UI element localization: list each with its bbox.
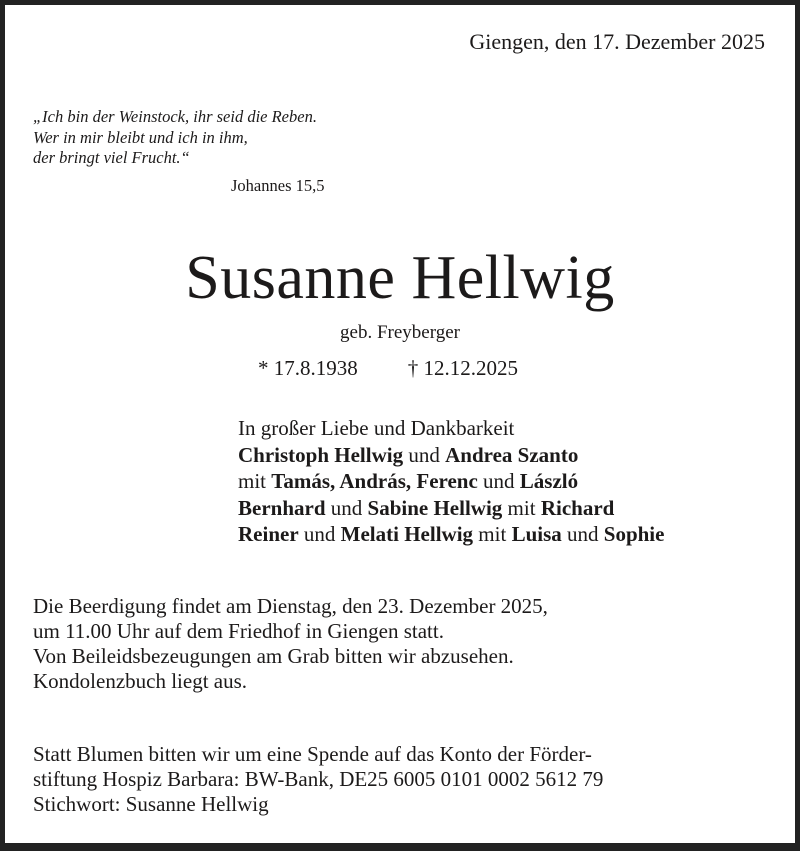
mourner-name: Bernhard <box>238 495 326 520</box>
donation-info <box>33 742 603 817</box>
family-line <box>238 468 664 495</box>
connector-text: mit <box>502 495 541 520</box>
mourner-name: Andrea Szanto <box>445 442 579 467</box>
family-line <box>238 521 664 548</box>
family-line <box>238 442 664 469</box>
mourner-name: Reiner <box>238 522 299 546</box>
mourner-name: Luisa <box>511 522 562 546</box>
donation-line: Stichwort: Susanne Hellwig <box>33 792 269 816</box>
connector-text: mit <box>238 469 272 493</box>
mourner-name: László <box>519 469 579 493</box>
connector-text: und <box>403 442 446 467</box>
quote-line: der bringt viel Frucht.“ <box>33 148 190 167</box>
funeral-line: Die Beerdigung findet am Dienstag, den 23. Dezember 2025, <box>33 594 548 618</box>
quote-line: „Ich bin der Weinstock, ihr seid die Reben. <box>33 107 317 126</box>
connector-text: und <box>477 469 520 493</box>
maiden-name: geb. Freyberger <box>340 322 460 343</box>
connector-text: und <box>325 495 368 520</box>
place-date: Giengen, den 17. Dezember 2025 <box>469 29 765 54</box>
mourner-name: Richard <box>540 495 615 520</box>
birth-date: * 17.8.1938 <box>258 356 358 380</box>
death-date: † 12.12.2025 <box>407 356 518 380</box>
deceased-name: Susanne Hellwig <box>185 244 615 312</box>
mourner-name: Melati Hellwig <box>340 522 474 546</box>
connector-text: und <box>298 522 341 546</box>
funeral-line: Von Beileidsbezeugungen am Grab bitten wir abzusehen. <box>33 644 514 668</box>
quote-line: Wer in mir bleibt und ich in ihm, <box>33 127 248 147</box>
mourner-name: Christoph Hellwig <box>238 442 404 467</box>
family-line <box>238 495 664 522</box>
life-dates <box>258 356 518 381</box>
funeral-info <box>33 594 548 694</box>
mourner-name: Tamás, András, Ferenc <box>271 469 478 493</box>
quote-reference: Johannes 15,5 <box>231 176 325 195</box>
funeral-line: um 11.00 Uhr auf dem Friedhof in Giengen statt. <box>33 619 444 643</box>
bible-quote <box>33 107 317 169</box>
donation-line: Statt Blumen bitten wir um eine Spende auf das Konto der Förder- <box>33 742 592 766</box>
connector-text: und <box>561 522 604 546</box>
family-intro: In großer Liebe und Dankbarkeit <box>238 416 515 440</box>
connector-text: mit <box>473 522 512 546</box>
mourner-name: Sabine Hellwig <box>367 495 503 520</box>
family-mourners <box>238 415 664 548</box>
funeral-line: Kondolenzbuch liegt aus. <box>33 669 248 693</box>
mourner-name: Sophie <box>603 522 665 546</box>
donation-line: stiftung Hospiz Barbara: BW-Bank, DE25 6005 0101 0002 5612 79 <box>33 767 604 791</box>
